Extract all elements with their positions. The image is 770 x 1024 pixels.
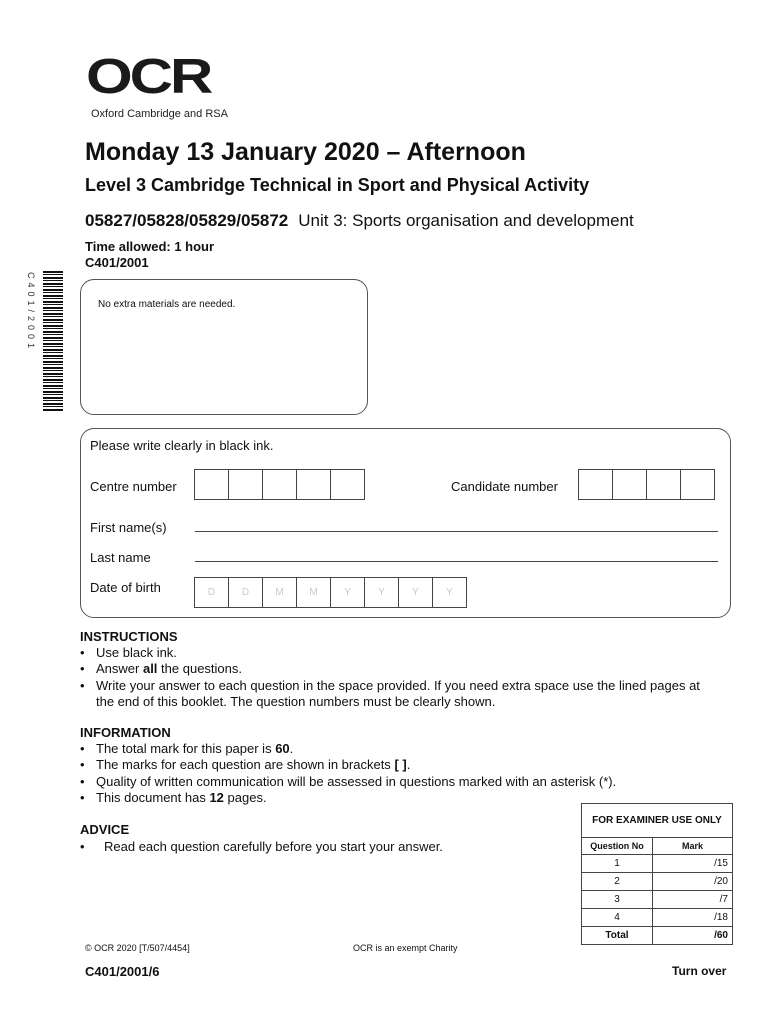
candidate-number-box[interactable] [646, 469, 681, 500]
dob-box[interactable]: D [228, 577, 263, 608]
centre-number-box[interactable] [330, 469, 365, 500]
unit-codes: 05827/05828/05829/05872 [85, 211, 289, 230]
table-row [582, 927, 733, 945]
table-row [582, 891, 733, 909]
question-mark: /7 [653, 891, 733, 909]
date-of-birth-input[interactable] [195, 577, 467, 608]
question-number: 2 [582, 873, 653, 891]
logo-subtitle: Oxford Cambridge and RSA [91, 108, 228, 120]
candidate-number-label: Candidate number [451, 479, 558, 494]
centre-number-box[interactable] [194, 469, 229, 500]
table-row [582, 873, 733, 891]
total-label: Total [582, 927, 653, 945]
qualification-title: Level 3 Cambridge Technical in Sport and Physical Activity [85, 175, 590, 195]
list-item: • The marks for each question are shown in brackets [ ]. [80, 757, 700, 773]
question-mark: /20 [653, 873, 733, 891]
question-mark: /18 [653, 909, 733, 927]
list-item: • Quality of written communication will be assessed in questions marked with an asterisk (*). [80, 774, 700, 790]
candidate-number-input[interactable] [579, 469, 715, 500]
dob-box[interactable]: Y [398, 577, 433, 608]
list-item: • Read each question carefully before you start your answer. [80, 839, 560, 855]
dob-box[interactable]: Y [364, 577, 399, 608]
first-name-label: First name(s) [90, 520, 167, 535]
examiner-table-title: FOR EXAMINER USE ONLY [582, 804, 733, 838]
centre-number-label: Centre number [90, 479, 177, 494]
instructions-list [80, 645, 720, 710]
last-name-label: Last name [90, 550, 151, 565]
question-mark: /15 [653, 855, 733, 873]
question-number: 1 [582, 855, 653, 873]
list-item: • Write your answer to each question in the space provided. If you need extra space use the lined pages at the end of this booklet. The question numbers must be clearly shown. [80, 678, 720, 711]
centre-number-input[interactable] [195, 469, 365, 500]
centre-number-box[interactable] [228, 469, 263, 500]
examiner-use-table [581, 803, 733, 945]
last-name-field[interactable] [195, 561, 718, 562]
centre-number-box[interactable] [296, 469, 331, 500]
unit-line [85, 211, 634, 231]
table-row [582, 855, 733, 873]
write-clearly-note: Please write clearly in black ink. [90, 438, 274, 453]
dob-box[interactable]: Y [432, 577, 467, 608]
turn-over-note: Turn over [672, 964, 727, 978]
question-no-header: Question No [582, 838, 653, 855]
total-mark: /60 [653, 927, 733, 945]
date-of-birth-label: Date of birth [90, 580, 161, 595]
advice-list [80, 839, 560, 855]
instructions-heading: INSTRUCTIONS [80, 629, 178, 644]
list-item: • The total mark for this paper is 60. [80, 741, 700, 757]
candidate-number-box[interactable] [578, 469, 613, 500]
time-allowed: Time allowed: 1 hour [85, 239, 215, 254]
candidate-number-box[interactable] [612, 469, 647, 500]
advice-heading: ADVICE [80, 822, 130, 837]
centre-number-box[interactable] [262, 469, 297, 500]
dob-box[interactable]: D [194, 577, 229, 608]
information-list [80, 741, 700, 806]
table-row [582, 909, 733, 927]
paper-code: C401/2001 [85, 255, 149, 270]
candidate-number-box[interactable] [680, 469, 715, 500]
mark-header: Mark [653, 838, 733, 855]
information-heading: INFORMATION [80, 725, 171, 740]
barcode-text: C401/2001 [26, 272, 36, 353]
dob-box[interactable]: M [296, 577, 331, 608]
dob-box[interactable]: Y [330, 577, 365, 608]
barcode-image [43, 271, 63, 411]
unit-title: Unit 3: Sports organisation and development [298, 211, 634, 230]
question-number: 3 [582, 891, 653, 909]
materials-note: No extra materials are needed. [98, 299, 236, 310]
question-number: 4 [582, 909, 653, 927]
first-name-field[interactable] [195, 531, 718, 532]
copyright-notice: © OCR 2020 [T/507/4454] [85, 943, 190, 953]
dob-box[interactable]: M [262, 577, 297, 608]
exam-date-title: Monday 13 January 2020 – Afternoon [85, 138, 526, 166]
list-item: • Use black ink. [80, 645, 720, 661]
paper-reference: C401/2001/6 [85, 964, 160, 979]
charity-notice: OCR is an exempt Charity [353, 943, 458, 953]
ocr-logo: OCR [86, 48, 211, 104]
list-item: • Answer all the questions. [80, 661, 720, 677]
list-item: • This document has 12 pages. [80, 790, 700, 806]
